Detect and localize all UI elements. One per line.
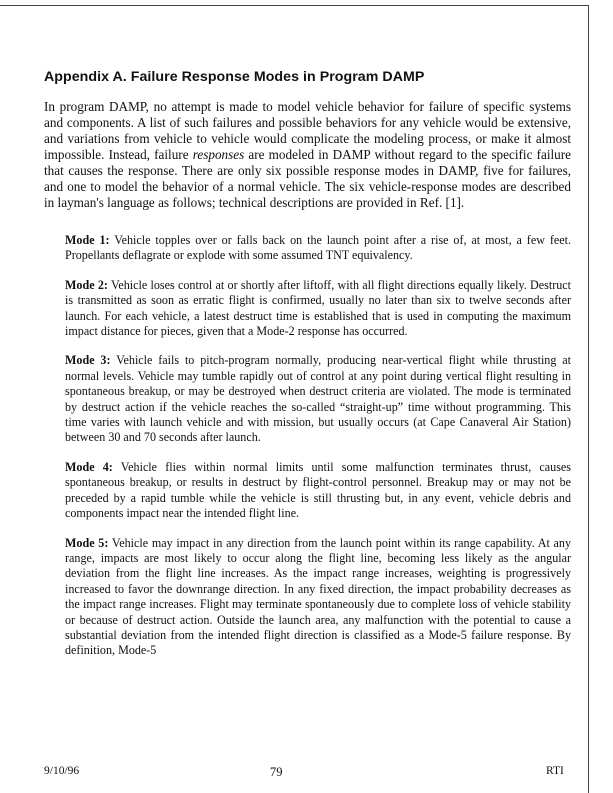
- mode-4-paragraph: [65, 460, 571, 522]
- footer-page-number: 79: [270, 765, 283, 779]
- mode-2-label: Mode 2:: [65, 277, 108, 292]
- appendix-title: Appendix A. Failure Response Modes in Program DAMP: [44, 69, 425, 85]
- intro-emphasis: responses: [192, 147, 245, 162]
- mode-list: [65, 233, 571, 673]
- intro-paragraph: [44, 99, 571, 211]
- mode-1-text: Vehicle topples over or falls back on the launch point after a rise of, at most, a few feet. Propellants deflagrate or explode with some assumed TNT equivalency.: [65, 233, 571, 263]
- mode-2-paragraph: [65, 278, 571, 340]
- mode-1-label: Mode 1:: [65, 233, 110, 247]
- mode-2-text: Vehicle loses control at or shortly after liftoff, with all flight directions equally likely. Destruct is transmitted as soon as erratic flight is confirmed, usually no later than six to twelve seconds after launch. For each vehicle, a latest destruct time is established that is used in computing the maximum impact distance for pieces, given that a Mode-2 response has occurred.: [65, 277, 571, 339]
- mode-3-text: Vehicle fails to pitch-program normally, producing near-vertical flight while thrusting at normal levels. Vehicle may tumble rapidly out of control at any point during vertical flight resulting in spontaneous breakup, or may be destroyed when destruct criteria are violated. The mode is terminated by destruct action if the vehicle reaches the so-called “straight-up” time without programming. This time varies with launch vehicle and with mission, but usually occurs (at Cape Canaveral Air Station) between 30 and 70 seconds after launch.: [65, 353, 571, 445]
- page-edge-top: [0, 5, 588, 6]
- mode-5-label: Mode 5:: [65, 535, 109, 550]
- mode-5-text: Vehicle may impact in any direction from the launch point within its range capability. At any range, impacts are most likely to occur along the flight line, becoming less likely as the angular deviation from the flight line increases. As the impact range increases, weighting is progressively increased to favor the downrange direction. In any fixed direction, the impact probability decreases as the impact range increases. Flight may terminate spontaneously due to complete loss of vehicle stability or because of destruct action. Outside the launch area, any malfunction with the potential to cause a substantial deviation from the intended flight direction is classified as a Mode-5 failure response. By definition, Mode-5: [65, 535, 571, 658]
- mode-3-label: Mode 3:: [65, 353, 111, 368]
- page-edge-right: [588, 5, 589, 793]
- mode-4-label: Mode 4:: [65, 459, 113, 474]
- footer-date: 9/10/96: [44, 765, 80, 777]
- intro-text-2: are modeled in DAMP without regard to the specific failure that causes the response. There are only six possible response modes in DAMP, five for failures, and one to model the behavior of a normal vehicle. The six vehicle-response modes are described in layman's language as follows; technical descriptions are provided in Ref. [1].: [44, 147, 572, 210]
- mode-1-paragraph: [65, 233, 571, 264]
- footer-org: RTI: [546, 765, 564, 777]
- mode-5-paragraph: [65, 536, 571, 659]
- mode-3-paragraph: [65, 353, 571, 445]
- mode-4-text: Vehicle flies within normal limits until some malfunction terminates thrust, causes spontaneous breakup, or results in destruct by flight-control personnel. Breakup may or may not be preceded by a rapid tumble while the vehicle is still thrusting but, in any event, vehicle debris and components impact near the intended flight line.: [65, 459, 571, 521]
- intro-text-1: In program DAMP, no attempt is made to model vehicle behavior for failure of specific systems and components. A list of such failures and possible behaviors for any vehicle would be extensive, and variations from vehicle to vehicle would complicate the modeling process, or make it almost impossible. Instead, failure: [44, 99, 571, 162]
